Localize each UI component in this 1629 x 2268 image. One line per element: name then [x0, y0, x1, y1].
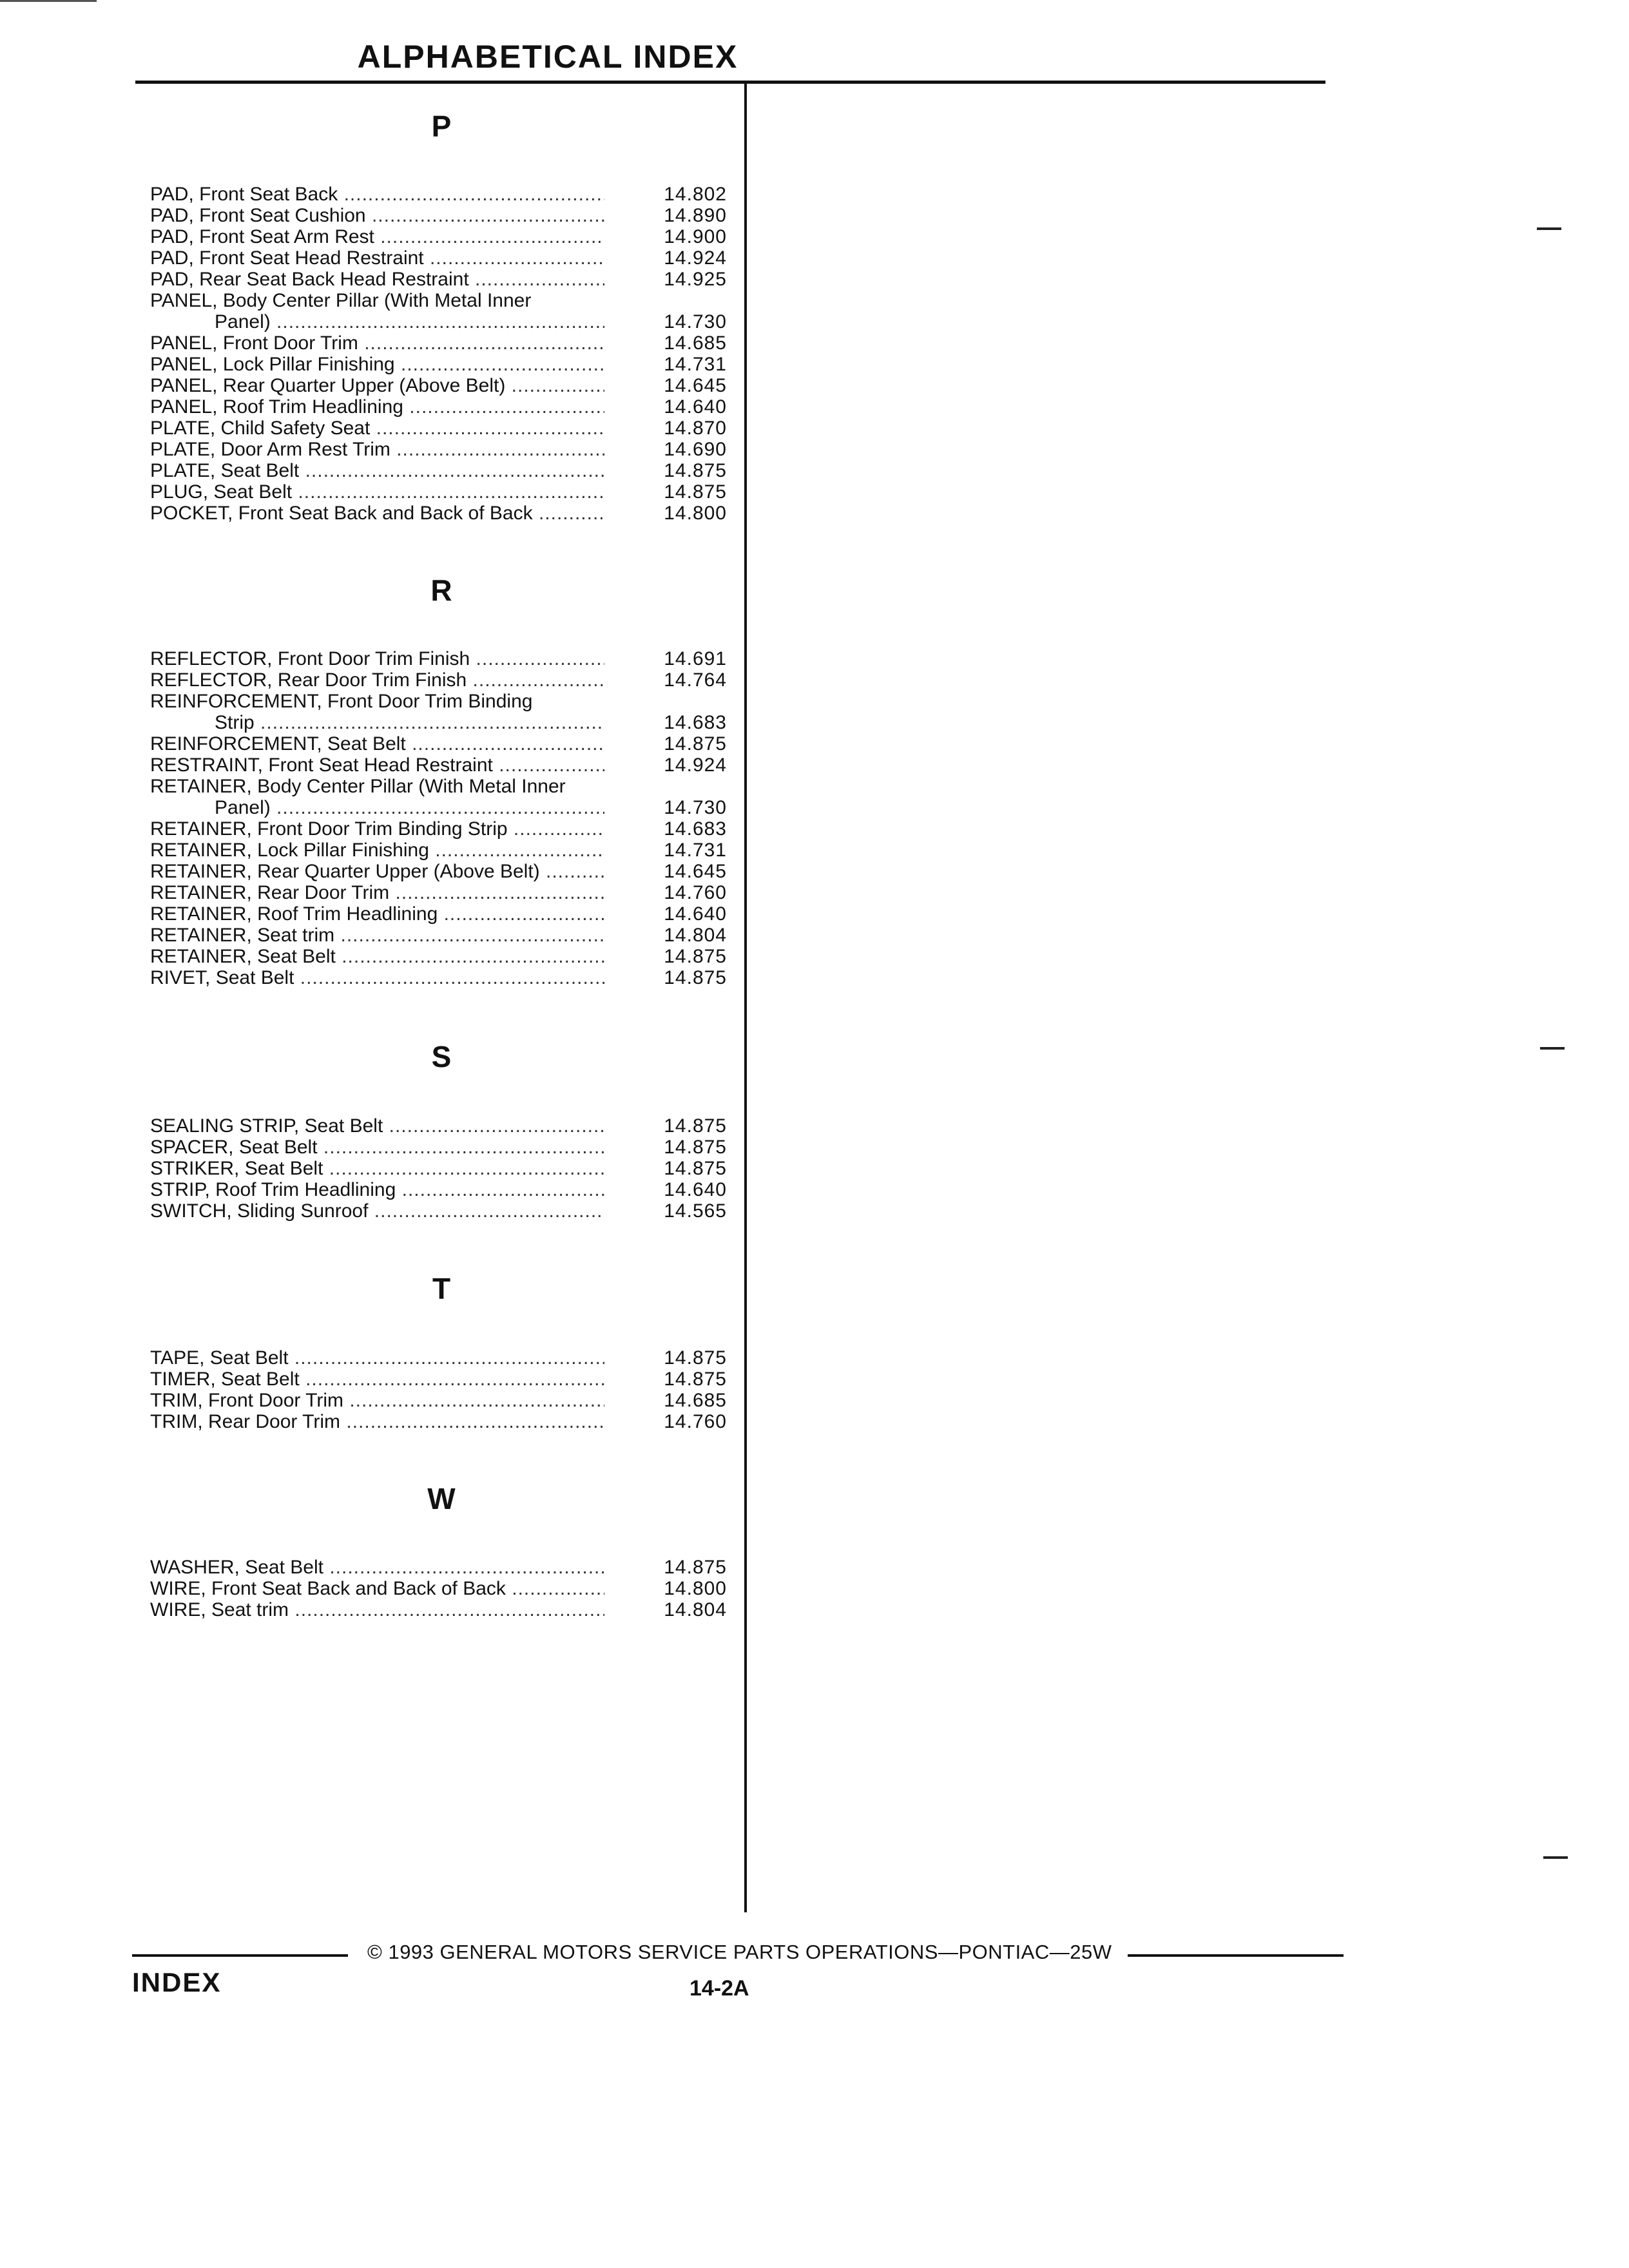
index-list-t	[150, 1347, 730, 1432]
page-reference: 14.875	[664, 1115, 727, 1137]
entry-title: TRIM, Front Door Trim .....	[150, 1390, 604, 1411]
index-entry	[150, 1411, 730, 1432]
index-entry	[150, 840, 730, 861]
index-entry	[150, 1557, 730, 1578]
entry-label	[150, 1390, 604, 1411]
entry-label	[150, 691, 604, 733]
entry-label	[150, 184, 604, 205]
entry-label	[150, 1578, 604, 1599]
page-reference: 14.925	[664, 269, 727, 290]
entry-title: PLATE, Seat Belt .....	[150, 460, 604, 481]
index-entry	[150, 439, 730, 460]
entry-label	[150, 1411, 604, 1432]
index-entry	[150, 503, 730, 524]
entry-label	[150, 882, 604, 903]
page-reference: 14.875	[664, 733, 727, 754]
entry-label	[150, 247, 604, 269]
margin-mark	[1543, 1856, 1568, 1859]
index-entry	[150, 481, 730, 503]
index-list-w	[150, 1557, 730, 1620]
entry-title: TRIM, Rear Door Trim .....	[150, 1411, 604, 1432]
index-entry	[150, 460, 730, 481]
title-rule	[135, 81, 1325, 84]
index-entry	[150, 269, 730, 290]
page-reference: 14.685	[664, 1390, 727, 1411]
entry-title: RESTRAINT, Front Seat Head Restraint .....	[150, 754, 604, 776]
index-entry	[150, 754, 730, 776]
entry-title: RETAINER, Front Door Trim Binding Strip .....	[150, 818, 604, 840]
index-entry	[150, 861, 730, 882]
entry-label	[150, 903, 604, 925]
index-entry	[150, 354, 730, 375]
index-entry	[150, 776, 730, 818]
entry-label	[150, 354, 604, 375]
entry-title: PLUG, Seat Belt .....	[150, 481, 604, 503]
index-entry	[150, 967, 730, 988]
entry-title: PLATE, Door Arm Rest Trim .....	[150, 439, 604, 460]
entry-title: WIRE, Front Seat Back and Back of Back .....	[150, 1578, 604, 1599]
entry-label	[150, 269, 604, 290]
entry-label	[150, 418, 604, 439]
entry-continuation: Strip .....	[150, 712, 604, 733]
entry-title: PANEL, Rear Quarter Upper (Above Belt) .....	[150, 375, 604, 396]
margin-mark	[1537, 227, 1561, 230]
index-entry	[150, 669, 730, 691]
page-reference: 14.875	[664, 1347, 727, 1369]
page-reference: 14.690	[664, 439, 727, 460]
page-reference: 14.875	[664, 1557, 727, 1578]
entry-title: RETAINER, Roof Trim Headlining .....	[150, 903, 604, 925]
index-entry	[150, 418, 730, 439]
corner-mark	[0, 0, 97, 2]
entry-label	[150, 1179, 604, 1200]
entry-title: RETAINER, Rear Door Trim .....	[150, 882, 604, 903]
entry-title: STRIKER, Seat Belt .....	[150, 1158, 604, 1179]
entry-continuation: Panel) .....	[150, 311, 604, 332]
page-reference: 14.730	[664, 311, 727, 332]
entry-label	[150, 733, 604, 754]
entry-label	[150, 375, 604, 396]
entry-label	[150, 946, 604, 967]
page-title: ALPHABETICAL INDEX	[357, 39, 738, 75]
index-entry	[150, 1390, 730, 1411]
page-reference: 14.875	[664, 946, 727, 967]
footer-page-number: 14-2A	[689, 1976, 749, 2001]
entry-title: REFLECTOR, Front Door Trim Finish .....	[150, 648, 604, 669]
page-reference: 14.800	[664, 1578, 727, 1599]
page-reference: 14.640	[664, 396, 727, 418]
page-reference: 14.890	[664, 205, 727, 226]
index-entry	[150, 226, 730, 247]
entry-title: RIVET, Seat Belt .....	[150, 967, 604, 988]
index-entry	[150, 1599, 730, 1620]
entry-label	[150, 669, 604, 691]
page-reference: 14.802	[664, 184, 727, 205]
entry-label	[150, 861, 604, 882]
index-entry	[150, 946, 730, 967]
index-entry	[150, 1115, 730, 1137]
index-entry	[150, 1137, 730, 1158]
page-reference: 14.875	[664, 481, 727, 503]
page-reference: 14.875	[664, 967, 727, 988]
page-reference: 14.875	[664, 1137, 727, 1158]
entry-label	[150, 648, 604, 669]
index-entry	[150, 882, 730, 903]
entry-title: RETAINER, Seat trim .....	[150, 925, 604, 946]
entry-title: SEALING STRIP, Seat Belt .....	[150, 1115, 604, 1137]
section-heading-t: T	[432, 1272, 451, 1305]
index-entry	[150, 903, 730, 925]
page-reference: 14.731	[664, 354, 727, 375]
page-reference: 14.804	[664, 1599, 727, 1620]
index-entry	[150, 1179, 730, 1200]
index-list-s	[150, 1115, 730, 1222]
entry-label	[150, 290, 604, 332]
index-entry	[150, 733, 730, 754]
entry-label	[150, 1369, 604, 1390]
entry-title: PANEL, Lock Pillar Finishing .....	[150, 354, 604, 375]
entry-title: PAD, Rear Seat Back Head Restraint .....	[150, 269, 604, 290]
entry-title: PAD, Front Seat Head Restraint .....	[150, 247, 604, 269]
entry-label	[150, 1557, 604, 1578]
footer-section-name: INDEX	[132, 1967, 222, 1997]
entry-label	[150, 205, 604, 226]
entry-label	[150, 1137, 604, 1158]
page-reference: 14.691	[664, 648, 727, 669]
footer-rule-right	[1128, 1954, 1344, 1957]
page-reference: 14.800	[664, 503, 727, 524]
section-heading-s: S	[431, 1040, 452, 1073]
entry-label	[150, 925, 604, 946]
footer-copyright: © 1993 GENERAL MOTORS SERVICE PARTS OPERATIONS—PONTIAC—25W	[367, 1941, 1112, 1963]
page-reference: 14.760	[664, 1411, 727, 1432]
entry-label	[150, 460, 604, 481]
entry-label	[150, 840, 604, 861]
entry-title: REINFORCEMENT, Seat Belt .....	[150, 733, 604, 754]
index-list-r	[150, 648, 730, 988]
page-reference: 14.731	[664, 840, 727, 861]
entry-title: STRIP, Roof Trim Headlining .....	[150, 1179, 604, 1200]
index-entry	[150, 1347, 730, 1369]
entry-title: PLATE, Child Safety Seat .....	[150, 418, 604, 439]
section-heading-w: W	[427, 1482, 456, 1515]
entry-label	[150, 1115, 604, 1137]
page-reference: 14.804	[664, 925, 727, 946]
entry-label	[150, 226, 604, 247]
index-entry	[150, 648, 730, 669]
entry-label	[150, 776, 604, 818]
entry-label	[150, 1200, 604, 1222]
page-reference: 14.875	[664, 1369, 727, 1390]
entry-title: PANEL, Roof Trim Headlining .....	[150, 396, 604, 418]
page-reference: 14.640	[664, 1179, 727, 1200]
page-reference: 14.645	[664, 861, 727, 882]
entry-label	[150, 481, 604, 503]
index-entry	[150, 247, 730, 269]
entry-title: REFLECTOR, Rear Door Trim Finish .....	[150, 669, 604, 691]
entry-label	[150, 1347, 604, 1369]
index-entry	[150, 818, 730, 840]
entry-title: POCKET, Front Seat Back and Back of Back .....	[150, 503, 604, 524]
page-reference: 14.565	[664, 1200, 727, 1222]
entry-title: RETAINER, Rear Quarter Upper (Above Belt) .....	[150, 861, 604, 882]
page-reference: 14.683	[664, 712, 727, 733]
index-entry	[150, 691, 730, 733]
index-entry	[150, 1578, 730, 1599]
entry-label	[150, 396, 604, 418]
index-entry	[150, 1200, 730, 1222]
entry-label	[150, 439, 604, 460]
entry-label	[150, 754, 604, 776]
entry-label	[150, 818, 604, 840]
page-reference: 14.875	[664, 1158, 727, 1179]
page-reference: 14.924	[664, 247, 727, 269]
entry-label	[150, 1158, 604, 1179]
index-list-p	[150, 184, 730, 524]
page-reference: 14.924	[664, 754, 727, 776]
entry-title: WASHER, Seat Belt .....	[150, 1557, 604, 1578]
entry-title: SWITCH, Sliding Sunroof .....	[150, 1200, 604, 1222]
page-reference: 14.760	[664, 882, 727, 903]
entry-title: RETAINER, Seat Belt .....	[150, 946, 604, 967]
page-reference: 14.730	[664, 797, 727, 818]
index-entry	[150, 1158, 730, 1179]
page-reference: 14.875	[664, 460, 727, 481]
entry-title: WIRE, Seat trim .....	[150, 1599, 604, 1620]
entry-continuation: Panel) .....	[150, 797, 604, 818]
page-reference: 14.764	[664, 669, 727, 691]
section-heading-r: R	[430, 573, 452, 607]
entry-label	[150, 1599, 604, 1620]
index-entry	[150, 396, 730, 418]
entry-label	[150, 503, 604, 524]
footer-rule-left	[132, 1954, 348, 1957]
index-entry	[150, 375, 730, 396]
entry-label	[150, 332, 604, 354]
index-entry	[150, 925, 730, 946]
entry-label	[150, 967, 604, 988]
page-reference: 14.900	[664, 226, 727, 247]
entry-title: RETAINER, Body Center Pillar (With Metal Inner	[150, 776, 566, 797]
page-reference: 14.685	[664, 332, 727, 354]
index-entry	[150, 184, 730, 205]
entry-title: PANEL, Body Center Pillar (With Metal Inner	[150, 290, 532, 311]
entry-title: TAPE, Seat Belt .....	[150, 1347, 604, 1369]
entry-title: SPACER, Seat Belt .....	[150, 1137, 604, 1158]
index-entry	[150, 332, 730, 354]
entry-title: PAD, Front Seat Arm Rest .....	[150, 226, 604, 247]
index-entry	[150, 205, 730, 226]
entry-title: TIMER, Seat Belt .....	[150, 1369, 604, 1390]
entry-title: PAD, Front Seat Cushion .....	[150, 205, 604, 226]
entry-title: PANEL, Front Door Trim .....	[150, 332, 604, 354]
margin-mark	[1540, 1047, 1565, 1050]
index-entry	[150, 1369, 730, 1390]
entry-title: RETAINER, Lock Pillar Finishing .....	[150, 840, 604, 861]
page-reference: 14.683	[664, 818, 727, 840]
index-entry	[150, 290, 730, 332]
entry-title: PAD, Front Seat Back .....	[150, 184, 604, 205]
page-reference: 14.645	[664, 375, 727, 396]
page-reference: 14.870	[664, 418, 727, 439]
entry-title: REINFORCEMENT, Front Door Trim Binding	[150, 691, 533, 712]
section-heading-p: P	[431, 110, 452, 143]
column-divider	[744, 82, 747, 1912]
page-reference: 14.640	[664, 903, 727, 925]
